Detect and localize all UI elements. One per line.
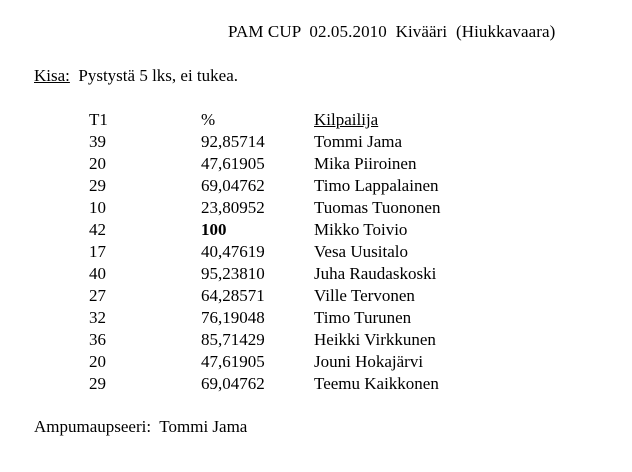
cell-percent: 69,04762 — [201, 374, 265, 393]
cell-competitor: Juha Raudaskoski — [314, 264, 437, 283]
cell-percent: 40,47619 — [201, 242, 265, 261]
cell-competitor: Timo Lappalainen — [314, 176, 439, 195]
cell-t1: 20 — [89, 154, 106, 173]
page-title: PAM CUP 02.05.2010 Kivääri (Hiukkavaara) — [228, 22, 556, 41]
cell-competitor: Teemu Kaikkonen — [314, 374, 439, 393]
cell-percent: 85,71429 — [201, 330, 265, 349]
header-t1: T1 — [89, 110, 108, 129]
cell-t1: 40 — [89, 264, 106, 283]
cell-competitor: Tommi Jama — [314, 132, 403, 151]
cell-percent: 92,85714 — [201, 132, 265, 151]
cell-percent: 100 — [201, 220, 227, 239]
header-competitor: Kilpailija — [314, 110, 379, 129]
competition-label: Kisa: — [34, 66, 70, 85]
cell-t1: 10 — [89, 198, 106, 217]
cell-competitor: Ville Tervonen — [314, 286, 415, 305]
cell-competitor: Timo Turunen — [314, 308, 412, 327]
cell-competitor: Jouni Hokajärvi — [314, 352, 424, 371]
cell-competitor: Tuomas Tuononen — [314, 198, 441, 217]
cell-t1: 17 — [89, 242, 106, 261]
cell-t1: 32 — [89, 308, 106, 327]
cell-percent: 23,80952 — [201, 198, 265, 217]
cell-percent: 47,61905 — [201, 154, 265, 173]
competition-line — [34, 65, 238, 87]
cell-percent: 69,04762 — [201, 176, 265, 195]
cell-t1: 42 — [89, 220, 106, 239]
cell-competitor: Heikki Virkkunen — [314, 330, 436, 349]
cell-percent: 95,23810 — [201, 264, 265, 283]
cell-percent: 76,19048 — [201, 308, 265, 327]
header-percent: % — [201, 110, 216, 129]
range-officer-label: Ampumaupseeri: — [34, 417, 152, 436]
cell-t1: 36 — [89, 330, 106, 349]
cell-competitor: Vesa Uusitalo — [314, 242, 408, 261]
cell-percent: 64,28571 — [201, 286, 265, 305]
cell-percent: 47,61905 — [201, 352, 265, 371]
competition-description: Pystystä 5 lks, ei tukea. — [78, 66, 238, 85]
range-officer-line — [34, 416, 247, 438]
cell-t1: 39 — [89, 132, 106, 151]
cell-t1: 27 — [89, 286, 106, 305]
range-officer-name: Tommi Jama — [159, 417, 248, 436]
cell-t1: 29 — [89, 374, 106, 393]
cell-t1: 20 — [89, 352, 106, 371]
cell-competitor: Mika Piiroinen — [314, 154, 417, 173]
cell-t1: 29 — [89, 176, 106, 195]
cell-competitor: Mikko Toivio — [314, 220, 408, 239]
